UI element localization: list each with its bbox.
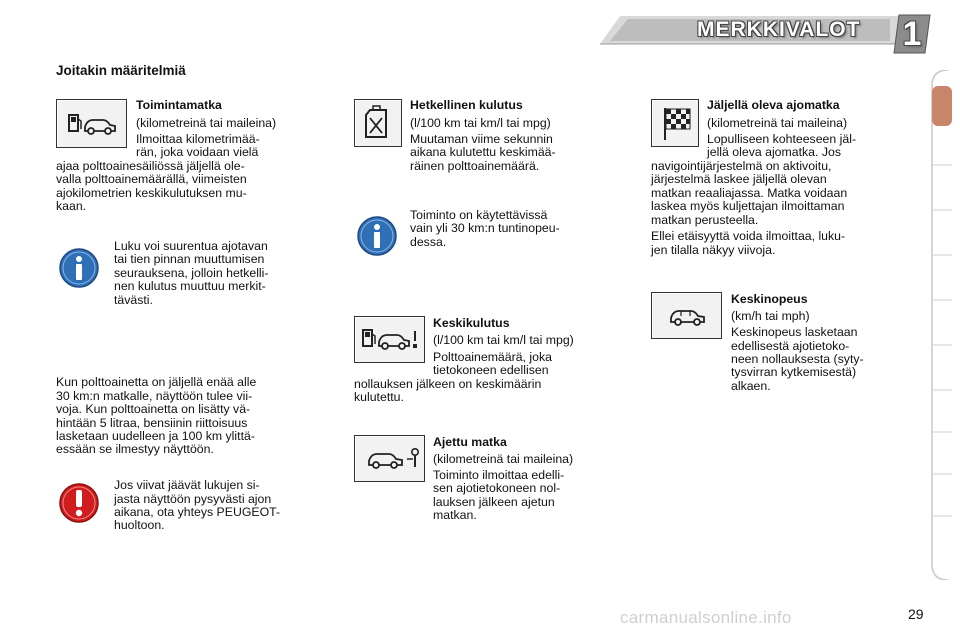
jaljella-unit: (kilometreinä tai maileina) [707,116,848,130]
jaljella-extra-line-1: Ellei etäisyyttä voida ilmoittaa, luku- [651,229,846,243]
jaljella-line-1: Lopulliseen kohteeseen jäl- [707,132,857,146]
jaljella-line-5: matkan reaaliajassa. Matka voidaan [651,186,848,200]
chapter-title: MERKKIVALOT [697,18,861,41]
ajettu-icon-box [354,435,425,482]
section-heading: Joitakin määritelmiä [56,63,186,78]
keskikulutus-line-3: nollauksen jälkeen on keskimäärin [354,377,542,391]
keskikulutus-unit: (l/100 km tai km/l tai mpg) [433,333,574,347]
toimintamatka-line-6: kaan. [56,199,87,213]
warning-note-line-3: aikana, ota yhteys PEUGEOT- [114,505,281,519]
jaljella-extra-line-2: jen tilalla näkyy viivoja. [651,243,776,257]
jaljella-title: Jäljellä oleva ajomatka [707,98,840,112]
info-note-col1-line-2: tai tien pinnan muuttumisen [114,252,265,266]
ajettu-line-3: lauksen jälkeen ajetun [433,495,555,509]
keskinopeus-line-4: tysvirran kytkemisestä) [731,365,857,379]
keskinopeus-line-3: neen nollauksesta (syty- [731,352,864,366]
toimintamatka-unit: (kilometreinä tai maileina) [136,116,277,130]
watermark: carmanualsonline.info [620,608,792,627]
info-note-col2-line-1: Toiminto on käytettävissä [410,208,548,222]
hetkellinen-line-3: räinen polttoainemäärä. [410,159,540,173]
page-number: 29 [908,606,924,622]
low-fuel-line-2: 30 km:n matkalle, näyttöön tulee vii- [56,389,253,403]
info-icon-col1 [58,247,100,289]
checkered-flag-icon [652,100,698,146]
keskinopeus-unit: (km/h tai mph) [731,309,810,323]
info-icon [356,215,398,257]
warning-note-line-1: Jos viivat jäävät lukujen si- [114,478,260,492]
low-fuel-line-6: essään se ilmestyy näyttöön. [56,442,214,456]
ajettu-line-2: sen ajotietokoneen nol- [433,481,561,495]
hetkellinen-line-2: aikana kulutettu keskimää- [410,145,556,159]
warning-note-line-2: jasta näyttöön pysyvästi ajon [114,492,272,506]
ajettu-unit: (kilometreinä tai maileina) [433,452,574,466]
active-chapter-tab [932,86,952,126]
low-fuel-line-5: lasketaan uudelleen ja 100 km ylittä- [56,429,255,443]
info-note-col1-line-5: tävästi. [114,293,153,307]
keskikulutus-title: Keskikulutus [433,316,510,330]
info-note-col2-line-3: dessa. [410,235,447,249]
toimintamatka-line-2: rän, joka voidaan vielä [136,145,259,159]
car-distance-icon [355,436,424,481]
warning-note-line-4: huoltoon. [114,518,165,532]
low-fuel-line-3: voja. Kun polttoainetta on lisätty vä- [56,402,251,416]
chapter-number-badge [893,14,931,54]
chapter-tabs [928,70,952,580]
keskinopeus-line-1: Keskinopeus lasketaan [731,325,858,339]
keskikulutus-icon-box [354,316,425,363]
hetkellinen-unit: (l/100 km tai km/l tai mpg) [410,116,551,130]
low-fuel-line-4: hintään 5 litraa, bensiinin riittoisuus [56,416,248,430]
jaljella-line-3: navigointijärjestelmä on aktivoitu, [651,159,832,173]
low-fuel-line-1: Kun polttoainetta on jäljellä enää alle [56,375,257,389]
jaljella-icon-box [651,99,699,147]
keskikulutus-line-2: tietokoneen edellisen [433,363,549,377]
info-note-col2-line-2: vain yli 30 km:n tuntinopeu- [410,221,560,235]
toimintamatka-line-1: Ilmoittaa kilometrimää- [136,132,260,146]
fuel-pump-car-icon [57,100,126,147]
jaljella-line-2: jellä oleva ajomatka. Jos [707,145,841,159]
info-icon-col2 [356,215,398,257]
jaljella-line-7: matkan perusteella. [651,213,759,227]
toimintamatka-line-4: valla polttoainemäärällä, viimeisten [56,172,247,186]
info-note-col1-line-4: nen kulutus muuttuu merkit- [114,279,266,293]
info-note-col1-line-3: seurauksena, jolloin hetkelli- [114,266,269,280]
info-icon [58,247,100,289]
jaljella-line-6: laskea myös kuljettajan ilmoittaman [651,199,845,213]
ajettu-title: Ajettu matka [433,435,507,449]
hetkellinen-icon-box [354,99,402,147]
toimintamatka-title: Toimintamatka [136,98,222,112]
fuel-pump-car-icon [355,317,424,362]
info-note-col1-line-1: Luku voi suurentua ajotavan [114,239,268,253]
toimintamatka-line-3: ajaa polttoainesäiliössä jäljellä ole- [56,159,245,173]
car-icon [652,293,721,338]
keskinopeus-icon-box [651,292,722,339]
fuel-can-icon [355,100,401,146]
hetkellinen-line-1: Muutaman viime sekunnin [410,132,553,146]
hetkellinen-title: Hetkellinen kulutus [410,98,523,112]
ajettu-line-1: Toiminto ilmoittaa edelli- [433,468,565,482]
keskinopeus-line-5: alkaen. [731,379,771,393]
keskinopeus-title: Keskinopeus [731,292,808,306]
ajettu-line-4: matkan. [433,508,477,522]
warning-icon [58,482,100,524]
jaljella-line-4: järjestelmä laskee jäljellä olevan [651,172,827,186]
toimintamatka-line-5: ajokilometrien keskikulutuksen mu- [56,186,247,200]
toimintamatka-icon-box [56,99,127,148]
keskikulutus-line-4: kulutettu. [354,390,404,404]
chapter-number: 1 [902,15,922,53]
warning-icon-col1 [58,482,100,524]
keskikulutus-line-1: Polttoainemäärä, joka [433,350,552,364]
keskinopeus-line-2: edellisestä ajotietoko- [731,339,850,353]
